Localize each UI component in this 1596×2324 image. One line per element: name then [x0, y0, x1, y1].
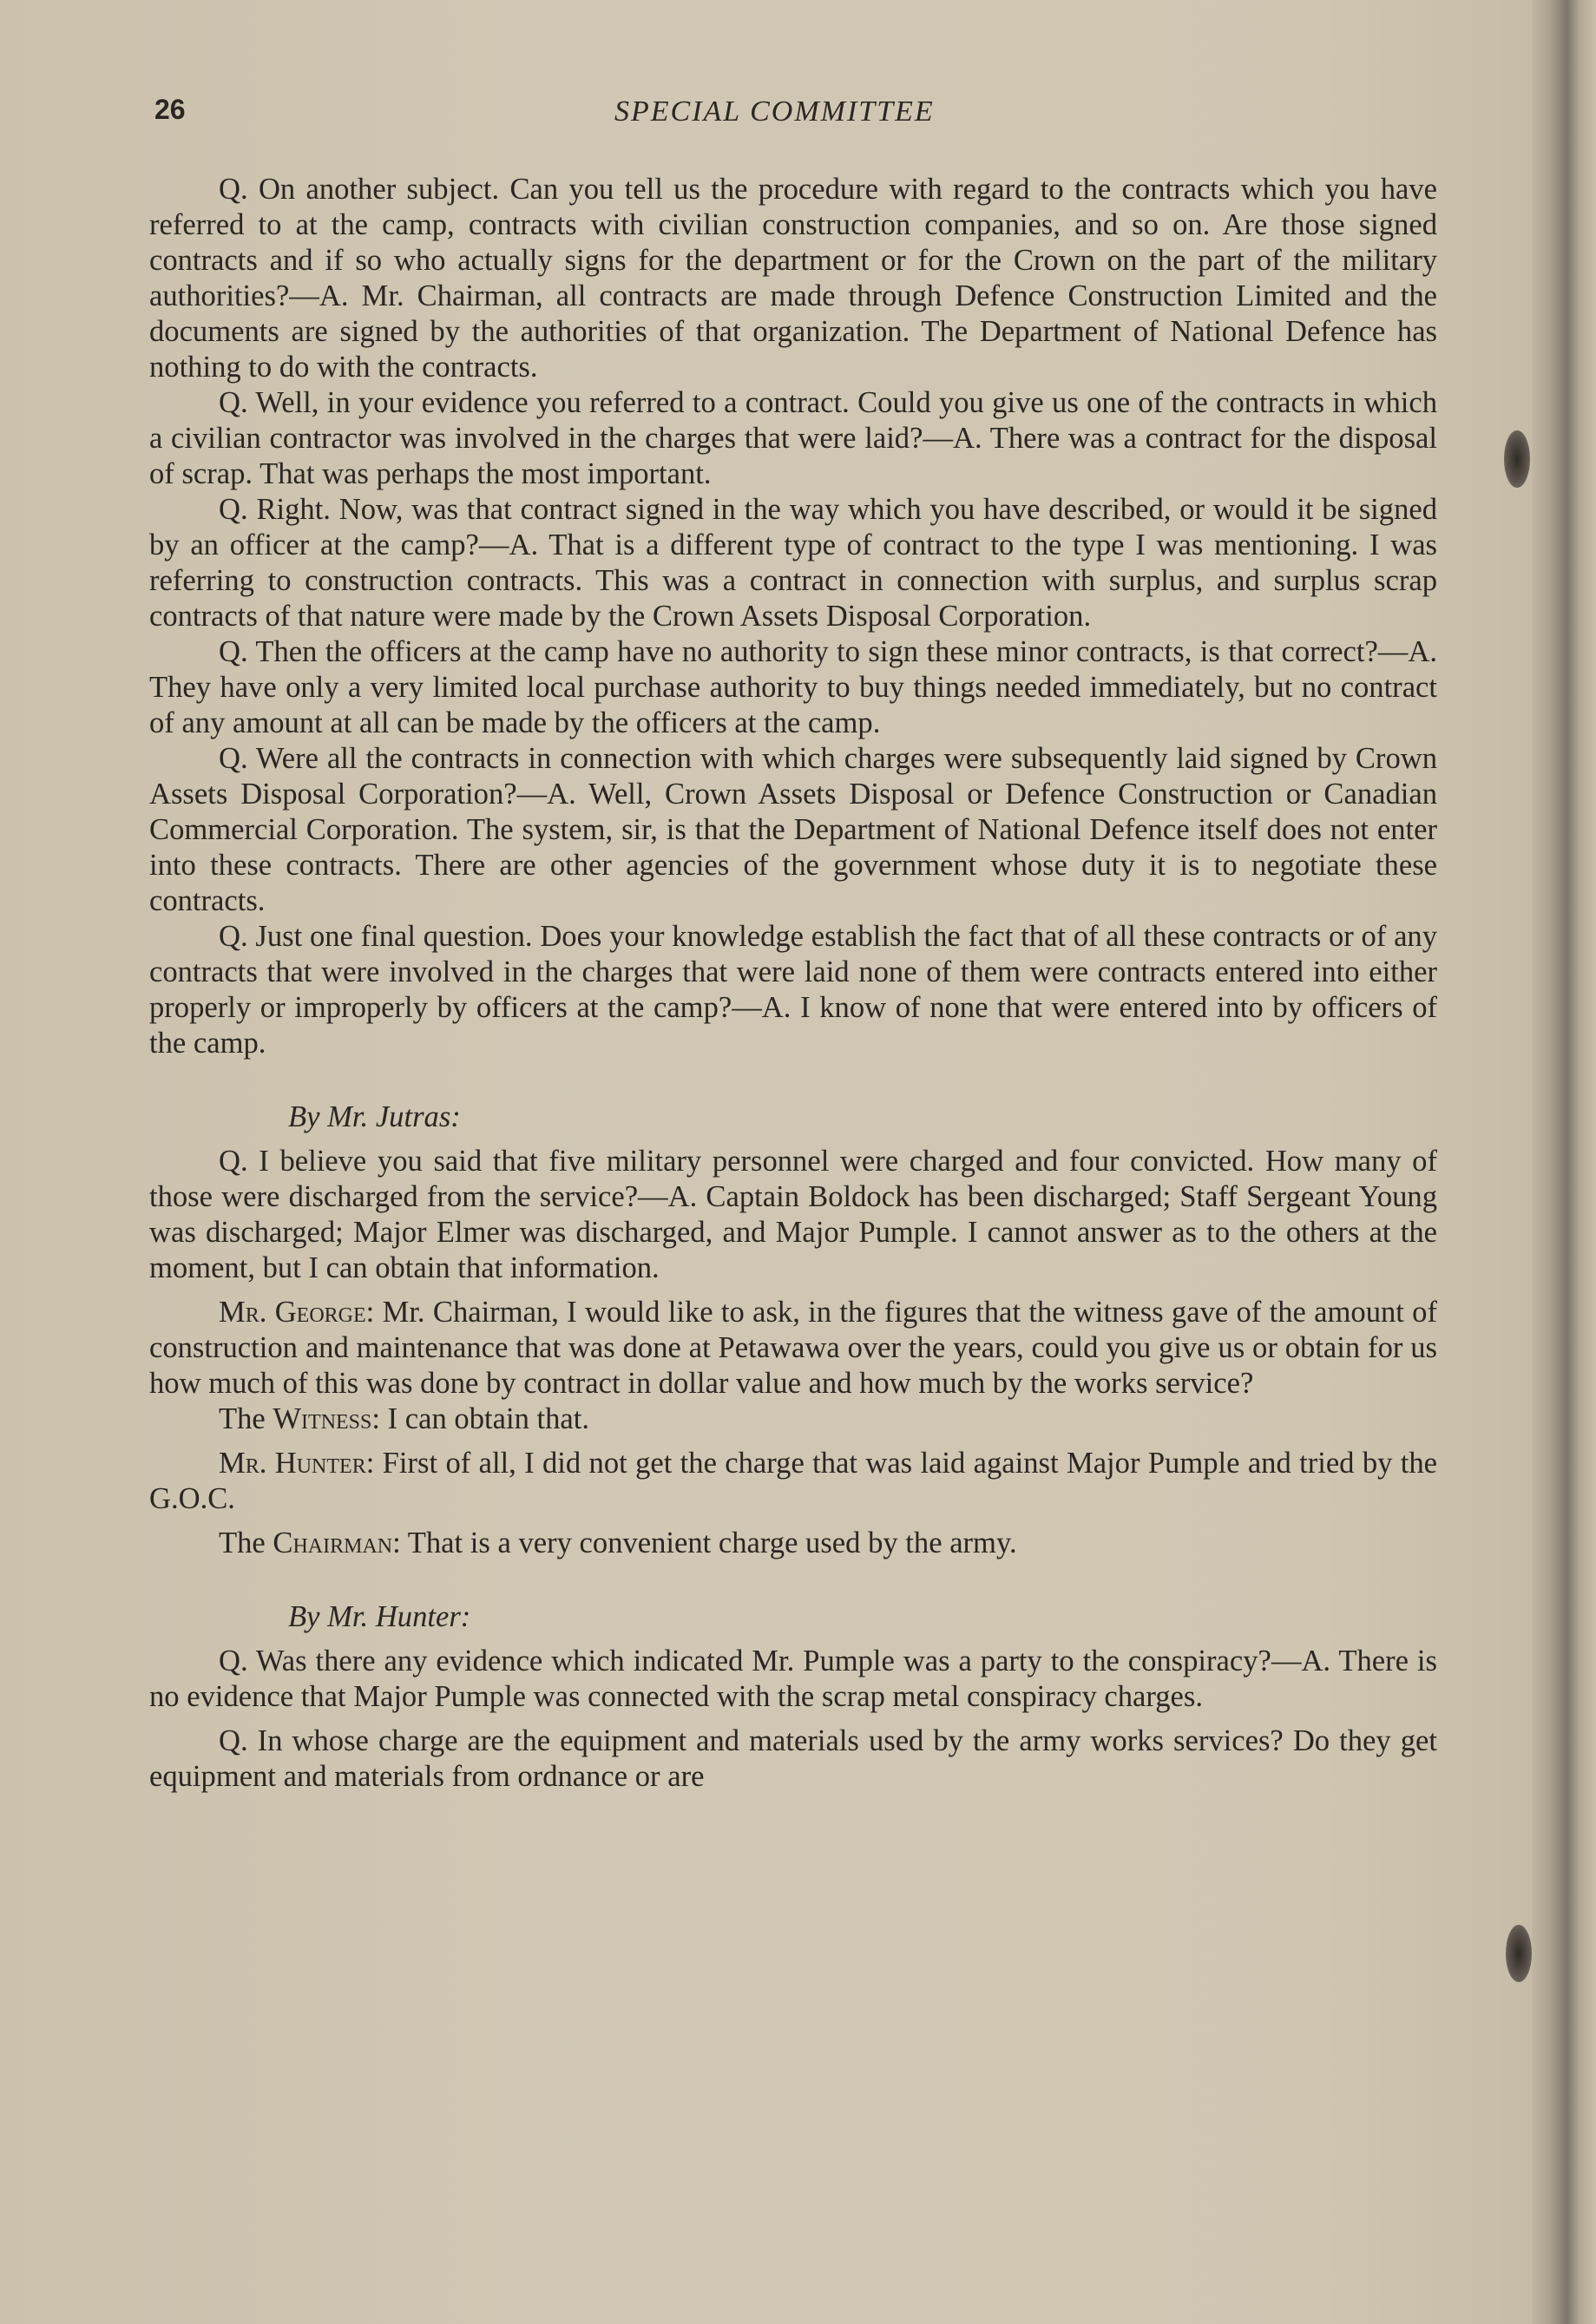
paragraph: Q. Well, in your evidence you referred to a contract. Could you give us one of the contracts in which a civilian contractor was involved in the charges that were laid?—A. There was a contract for the disposal of scrap. That was perhaps the most important. [149, 386, 1437, 490]
speech-text: : I can obtain that. [371, 1402, 589, 1435]
paragraph: Q. I believe you said that five military personnel were charged and four convicted. How many of those were discharged from the service?—A. Captain Boldock has been discharged; Staff Sergeant Young was discharged; Major Elmer was discharged, and Major Pumple. I cannot answer as to the others at the moment, but I can obtain that information. [149, 1145, 1437, 1284]
speaker-name: Mr. George [219, 1296, 366, 1329]
binding-hole-bottom [1506, 1925, 1532, 1982]
speech-george [149, 1295, 1437, 1402]
speaker-name: Witness [273, 1402, 372, 1435]
paragraph: Q. In whose charge are the equipment and materials used by the army works services? Do they get equipment and materials from ordnance or are [149, 1724, 1437, 1793]
binding-hole-top [1504, 430, 1530, 488]
paragraph: Q. Then the officers at the camp have no authority to sign these minor contracts, is that correct?—A. They have only a very limited local purchase authority to buy things needed immediately, but no contract of any amount at all can be made by the officers at the camp. [149, 635, 1437, 739]
running-head: SPECIAL COMMITTEE [614, 95, 935, 128]
paragraph: Q. Were all the contracts in connection with which charges were subsequently laid signed by Crown Assets Disposal Corporation?—A. Well, Crown Assets Disposal or Defence Construction or Canadian Commercial Corporation. The system, sir, is that the Department of National Defence itself does not enter into these contracts. There are other agencies of the government whose duty it is to negotiate these contracts. [149, 742, 1437, 917]
paragraph: Q. Right. Now, was that contract signed in the way which you have described, or would it be signed by an officer at the camp?—A. That is a different type of contract to the type I was mentioning. I was referring to construction contracts. This was a contract in connection with surplus, and surplus scrap contracts of that nature were made by the Crown Assets Disposal Corporation. [149, 493, 1437, 633]
page-header [154, 94, 1439, 137]
subhead-hunter: By Mr. Hunter: [288, 1600, 471, 1633]
speaker-prefix: The [219, 1526, 273, 1559]
speech-text: : That is a very convenient charge used by the army. [392, 1526, 1017, 1559]
paragraph: Q. Just one final question. Does your knowledge establish the fact that of all these contracts or of any contracts that were involved in the charges that were laid none of them were contracts entered into either properly or improperly by officers at the camp?—A. I know of none that were entered into by officers of the camp. [149, 920, 1437, 1060]
paragraph: Q. On another subject. Can you tell us the procedure with regard to the contracts which you have referred to at the camp, contracts with civilian construction companies, and so on. Are those signed contracts and if so who actually signs for the department or for the Crown on the part of the military authorities?—A. Mr. Chairman, all contracts are made through Defence Construction Limited and the documents are signed by the authorities of that organization. The Department of National Defence has nothing to do with the contracts. [149, 173, 1437, 384]
speech-text: : Mr. Chairman, I would like to ask, in the figures that the witness gave of the amount of construction and maintenance that was done at Petawawa over the years, could you give us or obtain for us how much of this was done by contract in dollar value and how much by the works service? [149, 1296, 1437, 1400]
page-gutter [1532, 0, 1596, 2324]
page-number: 26 [154, 94, 186, 125]
speech-chairman [149, 1526, 1437, 1561]
speech-text: : First of all, I did not get the charge that was laid against Major Pumple and tried by the G.O.C. [149, 1447, 1437, 1515]
speaker-name: Chairman [273, 1526, 393, 1559]
speech-witness [149, 1402, 1437, 1437]
speaker-prefix: The [219, 1402, 273, 1435]
speaker-name: Mr. Hunter [219, 1447, 366, 1480]
document-body [149, 172, 1437, 1795]
paragraph: Q. Was there any evidence which indicated Mr. Pumple was a party to the conspiracy?—A. There is no evidence that Major Pumple was connected with the scrap metal conspiracy charges. [149, 1645, 1437, 1713]
speech-hunter [149, 1446, 1437, 1517]
subhead-jutras: By Mr. Jutras: [288, 1100, 461, 1133]
